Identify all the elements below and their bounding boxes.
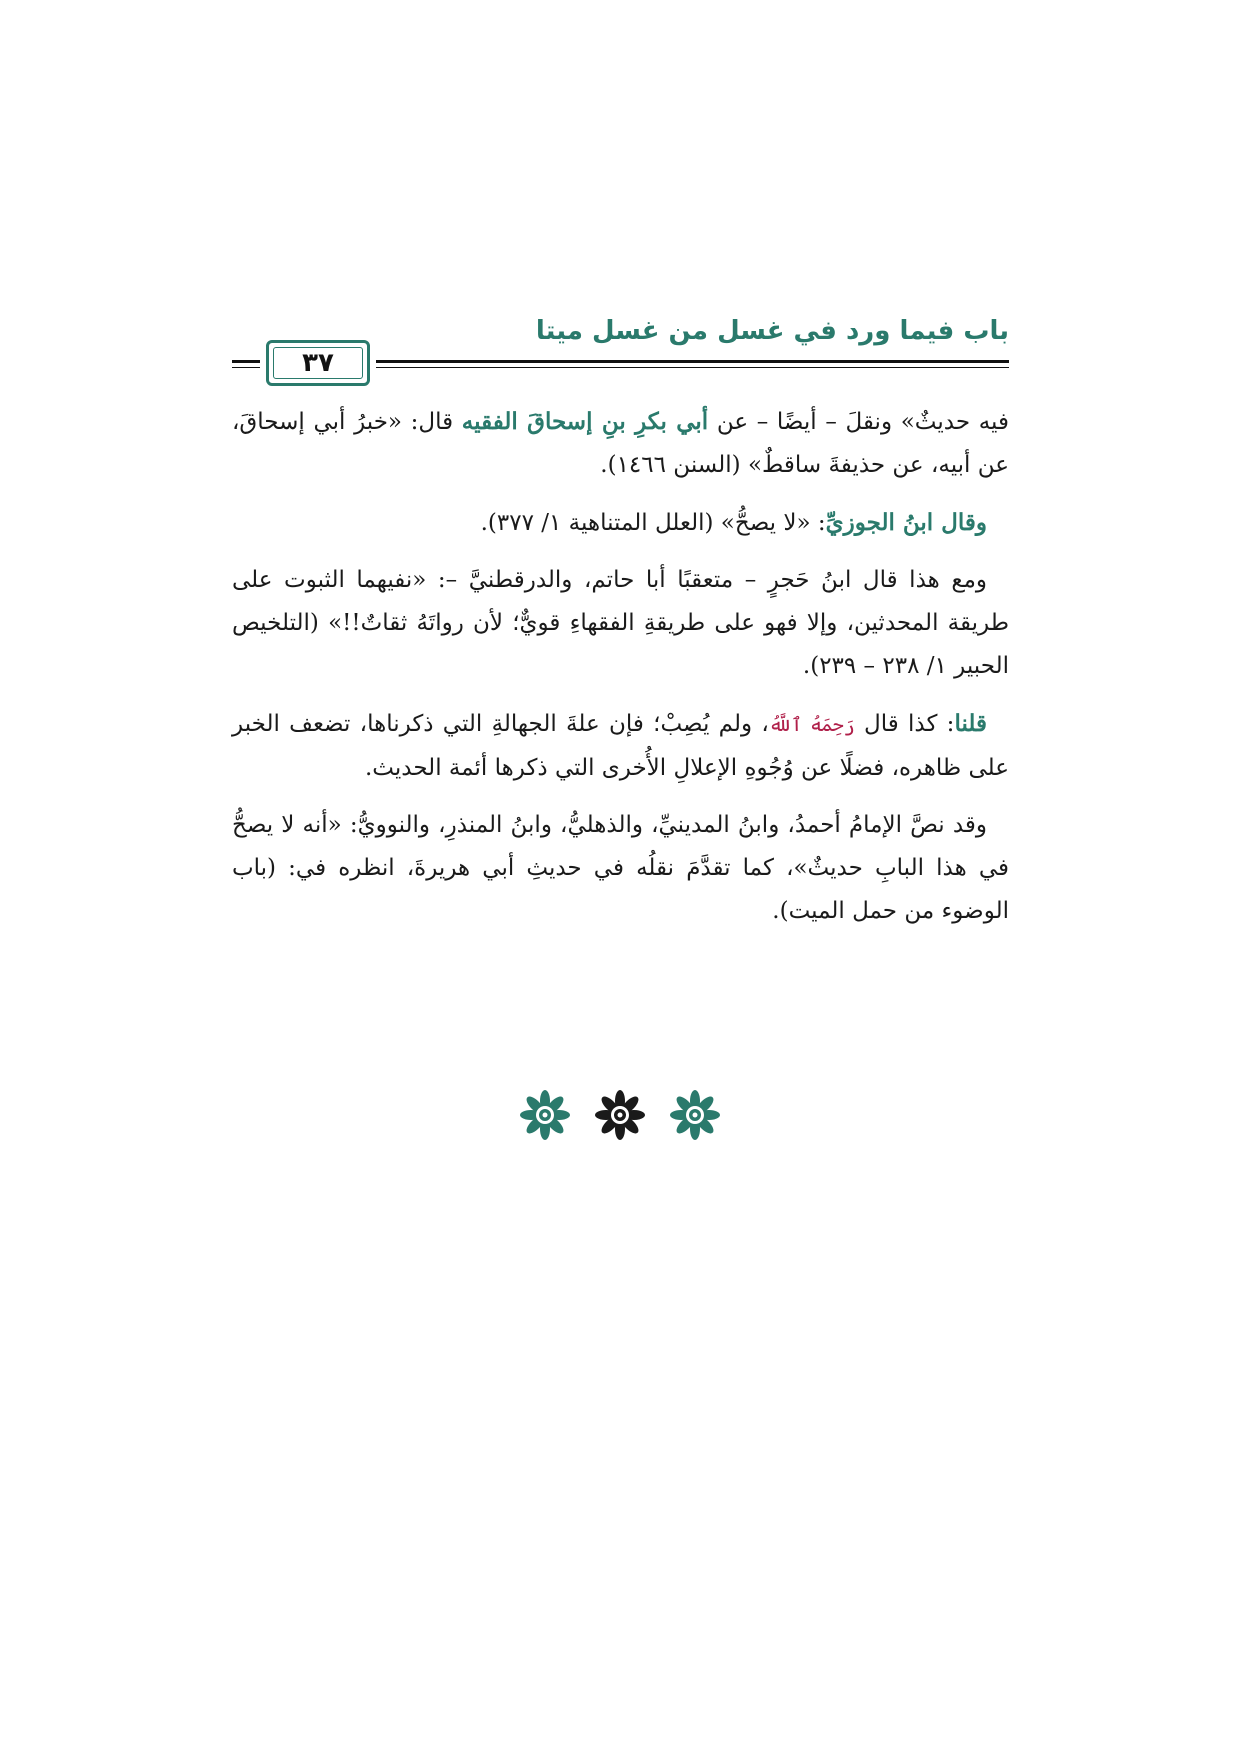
text-segment: وقد نصَّ الإمامُ أحمدُ، وابنُ المدينيِّ، والذهليُّ، وابنُ المنذرِ، والنوويُّ: «أنه لا يصحُّ في هذا البابِ حديثٌ»، كما تقدَّمَ نقلُه في حديثِ أبي هريرةَ، انظره في: (باب الوضوء من حمل الميت). bbox=[232, 812, 1009, 924]
header-rule-right bbox=[376, 360, 1009, 368]
paragraph bbox=[232, 559, 1009, 688]
text-segment: قال: «خبرُ أبي إسحاقَ، عن أبيه، عن حذيفةَ ساقطٌ» (السنن ١٤٦٦). bbox=[232, 409, 1009, 478]
highlighted-name: أبي بكرِ بنِ إسحاقَ الفقيه bbox=[461, 408, 709, 435]
honorific-phrase: رَحِمَهُ ٱللَّهُ bbox=[768, 714, 855, 736]
main-text bbox=[232, 400, 1009, 947]
flower-ornament-icon bbox=[520, 1090, 570, 1140]
flower-ornament-icon bbox=[595, 1090, 645, 1140]
page-number: ٣٧ bbox=[302, 348, 334, 378]
chapter-title: باب فيما ورد في غسل من غسل ميتا bbox=[535, 316, 1009, 346]
ornament-divider bbox=[520, 1090, 720, 1140]
paragraph bbox=[232, 702, 1009, 790]
page-number-badge bbox=[266, 340, 370, 386]
paragraph bbox=[232, 400, 1009, 487]
paragraph bbox=[232, 501, 1009, 545]
highlighted-name: وقال ابنُ الجوزيِّ bbox=[825, 509, 987, 536]
text-segment: ، ولم يُصِبْ؛ فإن علةَ الجهالةِ التي ذكرناها، تضعف الخبر على ظاهره، فضلًا عن وُجُوهِ الإعلالِ الأُخرى التي ذكرها أئمة الحديث. bbox=[232, 711, 1009, 781]
highlighted-name: قلنا bbox=[954, 710, 987, 737]
flower-ornament-icon bbox=[670, 1090, 720, 1140]
page-header bbox=[232, 312, 1009, 392]
text-segment: فيه حديثٌ» ونقلَ – أيضًا – عن bbox=[708, 409, 1009, 435]
header-rule-left bbox=[232, 360, 260, 368]
paragraph bbox=[232, 804, 1009, 933]
text-segment: : «لا يصحُّ» (العلل المتناهية ١/ ٣٧٧). bbox=[480, 510, 826, 536]
text-segment: ومع هذا قال ابنُ حَجرٍ – متعقبًا أبا حاتم، والدرقطنيَّ –: «نفيهما الثبوت على طريقة المحدثين، وإلا فهو على طريقةِ الفقهاءِ قويٌّ؛ لأن رواتَهُ ثقاتٌ!!» (التلخيص الحبير ١/ ٢٣٨ – ٢٣٩). bbox=[232, 567, 1009, 679]
text-segment: : كذا قال bbox=[854, 711, 955, 737]
